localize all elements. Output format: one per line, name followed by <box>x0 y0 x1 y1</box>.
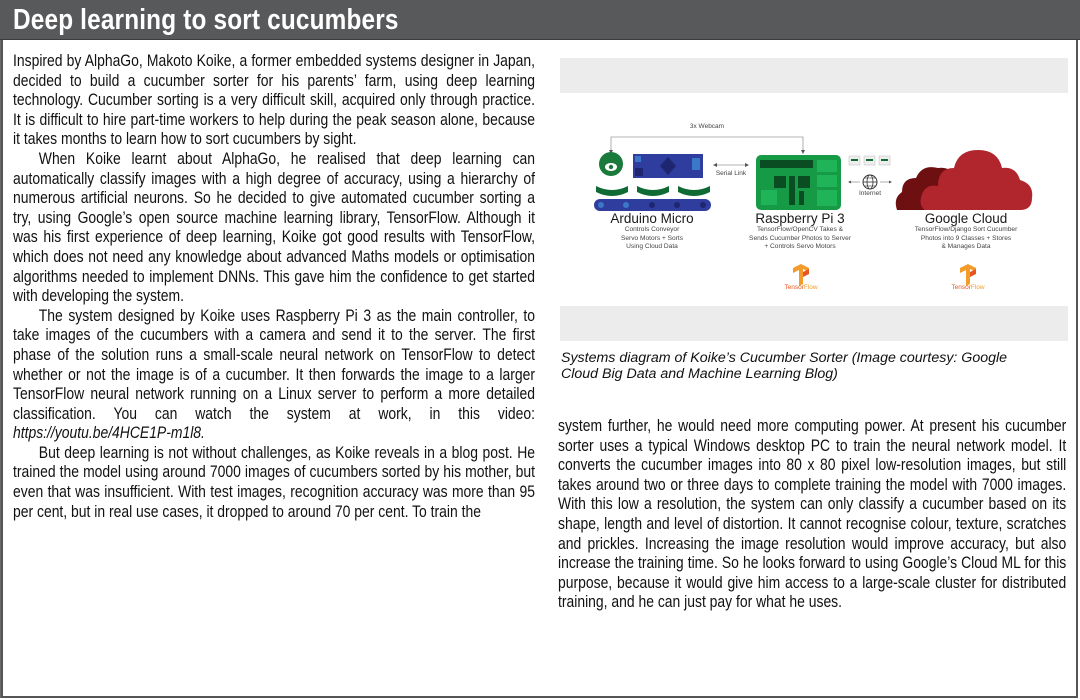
tensorflow-word-part: Tensor <box>951 284 971 291</box>
figure-caption: Systems diagram of Koike’s Cucumber Sorter (Image courtesy: Google Cloud Big Data and Machine Learning Blog) <box>561 350 1008 383</box>
node-desc-line: Sends Cucumber Photos to Server <box>749 234 851 242</box>
tensorflow-wordmark <box>943 284 993 291</box>
video-link[interactable]: https://youtu.be/4HCE1P-m1l8. <box>13 424 205 443</box>
paragraph-3 <box>13 307 535 444</box>
tensorflow-word-part: Tensor <box>784 284 804 291</box>
camera-icon <box>599 152 623 176</box>
paragraph-1: Inspired by AlphaGo, Makoto Koike, a former embedded systems designer in Japan, decided to build a cucumber sorter for his parents’ farm, using deep learning technology. Cucumber sorting is a very difficult skill, acquired only through practice. It is difficult to hire part-time workers to help during the peak season alone, because it takes months to learn how to sort cucumbers by sight. <box>13 52 536 149</box>
conveyor-icon <box>594 199 711 211</box>
arduino-board-icon <box>633 154 703 178</box>
serial-link-arrow <box>713 163 749 167</box>
node-raspberry-pi <box>740 211 860 252</box>
tensorflow-logo-icon <box>960 264 976 286</box>
photo-icons <box>849 156 890 165</box>
cucumber-icons <box>596 186 710 196</box>
tensorflow-word-part: Flow <box>803 284 818 291</box>
systems-diagram <box>560 58 1068 343</box>
article-header-bar <box>0 0 1080 40</box>
node-desc-line: Using Cloud Data <box>626 243 678 251</box>
globe-icon <box>848 175 892 189</box>
tensorflow-logo-icon <box>793 264 809 286</box>
node-google-cloud <box>906 211 1026 252</box>
webcam-label: 3x Webcam <box>689 123 725 130</box>
right-column <box>558 417 1066 613</box>
webcam-connector <box>609 137 805 154</box>
node-title: Raspberry Pi 3 <box>755 211 845 226</box>
node-desc-line: Photos into 9 Classes + Stores <box>920 234 1012 242</box>
node-arduino <box>590 211 714 252</box>
cloud-icon <box>896 150 1032 210</box>
left-column <box>13 52 535 522</box>
node-title: Arduino Micro <box>610 211 694 226</box>
node-desc-line: Servo Motors + Sorts <box>620 234 684 242</box>
raspberry-pi-board-icon <box>756 155 841 210</box>
internet-label: Internet <box>858 190 882 197</box>
paragraph-4: But deep learning is not without challenges, as Koike reveals in a blog post. He trained the model using around 7000 images of cucumbers sorted by his mother, but even that was insufficient. With test images, recognition accuracy was more than 95 per cent, but in real use cases, it dropped to around 70 per cent. To train the <box>13 443 536 521</box>
paragraph-2: When Koike learnt about AlphaGo, he realised that deep learning can automatically classify images with a high degree of accuracy, using a hierarchy of numerous artificial neurons. So he decided to give automated cucumber sorting a try, using Google’s open source machine learning library, TensorFlow. Although it was his first experience of deep learning, Koike got good results with TensorFlow, which does not need any knowledge about advanced Maths models or optimisation algorithms needed to implement DNNs. This gave him the confidence to get started with developing the system. <box>13 149 536 306</box>
tensorflow-word-part: Flow <box>970 284 985 291</box>
systems-diagram-figure <box>560 58 1068 343</box>
node-desc-line: + Controls Servo Motors <box>764 243 836 251</box>
node-desc-line: & Manages Data <box>941 243 991 251</box>
node-desc-line: TensorFlow/OpenCV Takes & <box>756 226 843 233</box>
tensorflow-wordmark <box>776 284 826 291</box>
paragraph-3-text: The system designed by Koike uses Raspberry Pi 3 as the main controller, to take images of the cucumbers with a camera and send it to the server. The first phase of the solution runs a small-scale neural network on TensorFlow to detect whether or not the image is of a cucumber. It then forwards the image to a larger TensorFlow neural network running on a Linux server to perform a more detailed classification. You can watch the system at work, in this video: <box>13 306 536 423</box>
node-desc-line: Controls Conveyor <box>624 226 680 233</box>
article-title: Deep learning to sort cucumbers <box>13 4 399 36</box>
paragraph-5: system further, he would need more computing power. At present his cucumber sorter uses a typical Windows desktop PC to train the neural network model. It converts the cucumber images into 80 x 80 pixel low-resolution images, but still takes around two or three days to complete training the model with 7000 images. With this low a resolution, the system can only classify a cucumber based on its shape, length and level of distortion. It cannot recognise colour, texture, scratches and prickles. Increasing the image resolution would improve accuracy, but also increase the training time. So he looks forward to using Google’s Cloud ML for this purpose, because it would give him access to a large-scale cluster for distributed training, and he can just pay for what he uses. <box>558 417 1067 612</box>
serial-link-label: Serial Link <box>715 170 747 177</box>
node-title: Google Cloud <box>924 211 1008 226</box>
node-desc-line: TensorFlow/Django Sort Cucumber <box>914 226 1018 233</box>
